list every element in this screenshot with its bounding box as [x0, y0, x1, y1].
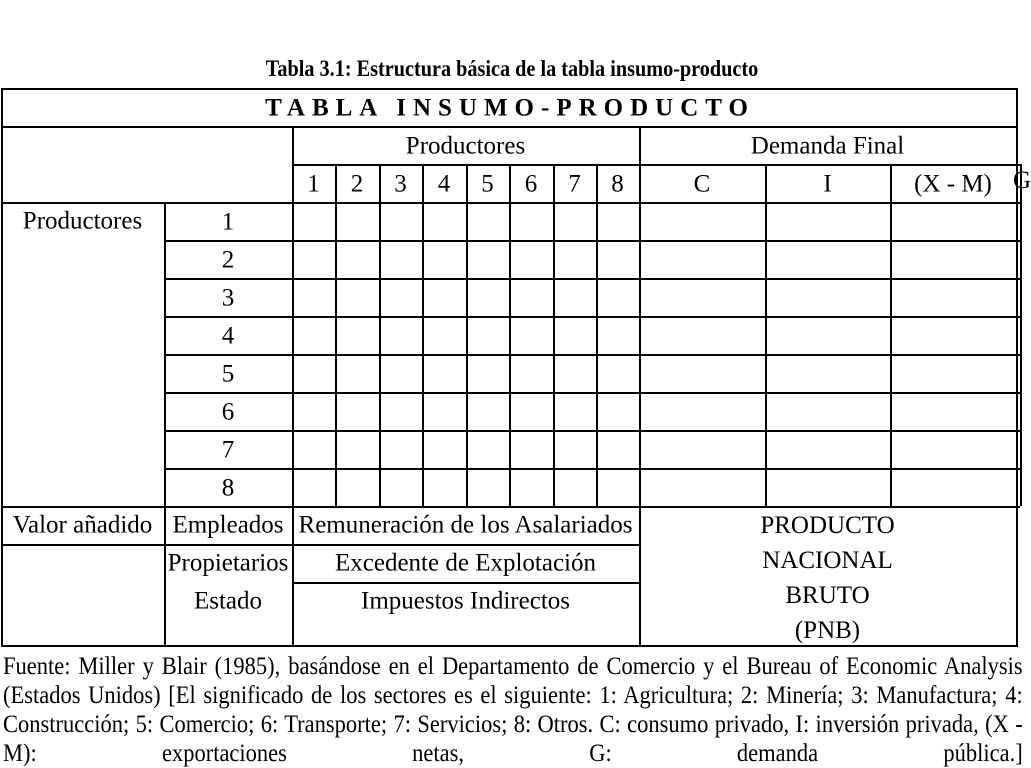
col-line — [639, 126, 641, 645]
concept-label: Excedente de Explotación — [335, 549, 596, 577]
col-line — [292, 126, 294, 645]
concept-label: Impuestos Indirectos — [361, 587, 570, 615]
source-note — [3, 652, 1023, 768]
sector-column-header: 6 — [524, 170, 538, 198]
col-line — [553, 164, 555, 506]
demanda-final-header: Demanda Final — [750, 132, 905, 160]
demand-column-header: (X - M) — [914, 170, 992, 198]
demand-column-header: I — [823, 170, 832, 198]
sector-row-label: 5 — [221, 360, 235, 388]
sector-column-header: 1 — [307, 170, 320, 198]
col-line — [379, 164, 381, 506]
source-note-text: Fuente: Miller y Blair (1985), basándose en el Departamento de Comercio y el Bureau of Economic Analysis (Estados Unidos) [El significado de los sectores es el siguiente: 1: Agricultura; 2: Minería; 3: Manufactura; 4: Construcción; 5: Comercio; 6: Transporte; 7: Servicios; 8: Otros. C: consumo privado, I: inversión privada, (X - M): exportaciones netas, G: demanda pública.] — [3, 653, 1023, 767]
pnb-line: NACIONAL — [762, 547, 893, 574]
title-bottom-line — [1, 126, 1016, 128]
table-top-border — [1, 88, 1016, 90]
col-line — [765, 164, 767, 506]
sector-row-label: 1 — [221, 208, 235, 236]
col-line — [890, 164, 892, 506]
factor-label: Estado — [193, 587, 263, 615]
col-line — [422, 164, 424, 506]
sector-column-header: 5 — [481, 170, 494, 198]
group-header-line — [292, 164, 1020, 166]
demand-column-header-cut: G — [1013, 167, 1031, 194]
pnb-line: BRUTO — [785, 582, 870, 609]
sector-column-header: 4 — [437, 170, 451, 198]
sector-column-header: 7 — [568, 170, 581, 198]
table-left-border — [1, 88, 3, 647]
sector-row-label: 7 — [221, 436, 235, 464]
demand-column-header: C — [693, 170, 711, 198]
sector-row-label: 4 — [221, 322, 235, 350]
col-line — [335, 164, 337, 506]
sector-row-label: 2 — [221, 246, 235, 274]
sector-column-header: 3 — [394, 170, 407, 198]
row-line — [292, 582, 639, 584]
valor-anadido-label: Valor añadido — [12, 511, 153, 539]
sector-column-header: 8 — [611, 170, 624, 198]
sector-row-label: 8 — [221, 474, 235, 502]
col-line — [466, 164, 468, 506]
col-line — [596, 164, 598, 506]
table-caption: Tabla 3.1: Estructura básica de la tabla insumo-producto — [265, 56, 759, 81]
sector-row-label: 6 — [221, 398, 235, 426]
pnb-line: (PNB) — [794, 617, 861, 644]
factor-label: Propietarios — [167, 549, 289, 577]
productores-header: Productores — [405, 132, 526, 160]
row-line — [1, 544, 639, 546]
col-line-cut — [1020, 164, 1022, 506]
pnb-label — [760, 508, 894, 648]
col-line — [509, 164, 511, 506]
sector-row-label: 3 — [221, 284, 235, 312]
pnb-line: PRODUCTO — [760, 512, 895, 539]
sector-column-header: 2 — [350, 170, 364, 198]
row-group-label: Productores — [22, 207, 143, 235]
concept-label: Remuneración de los Asalariados — [298, 511, 633, 539]
factor-label: Empleados — [172, 511, 284, 539]
table-title: TABLA INSUMO-PRODUCTO — [265, 94, 755, 122]
col-line — [164, 202, 166, 645]
table-bottom-border — [1, 645, 639, 647]
